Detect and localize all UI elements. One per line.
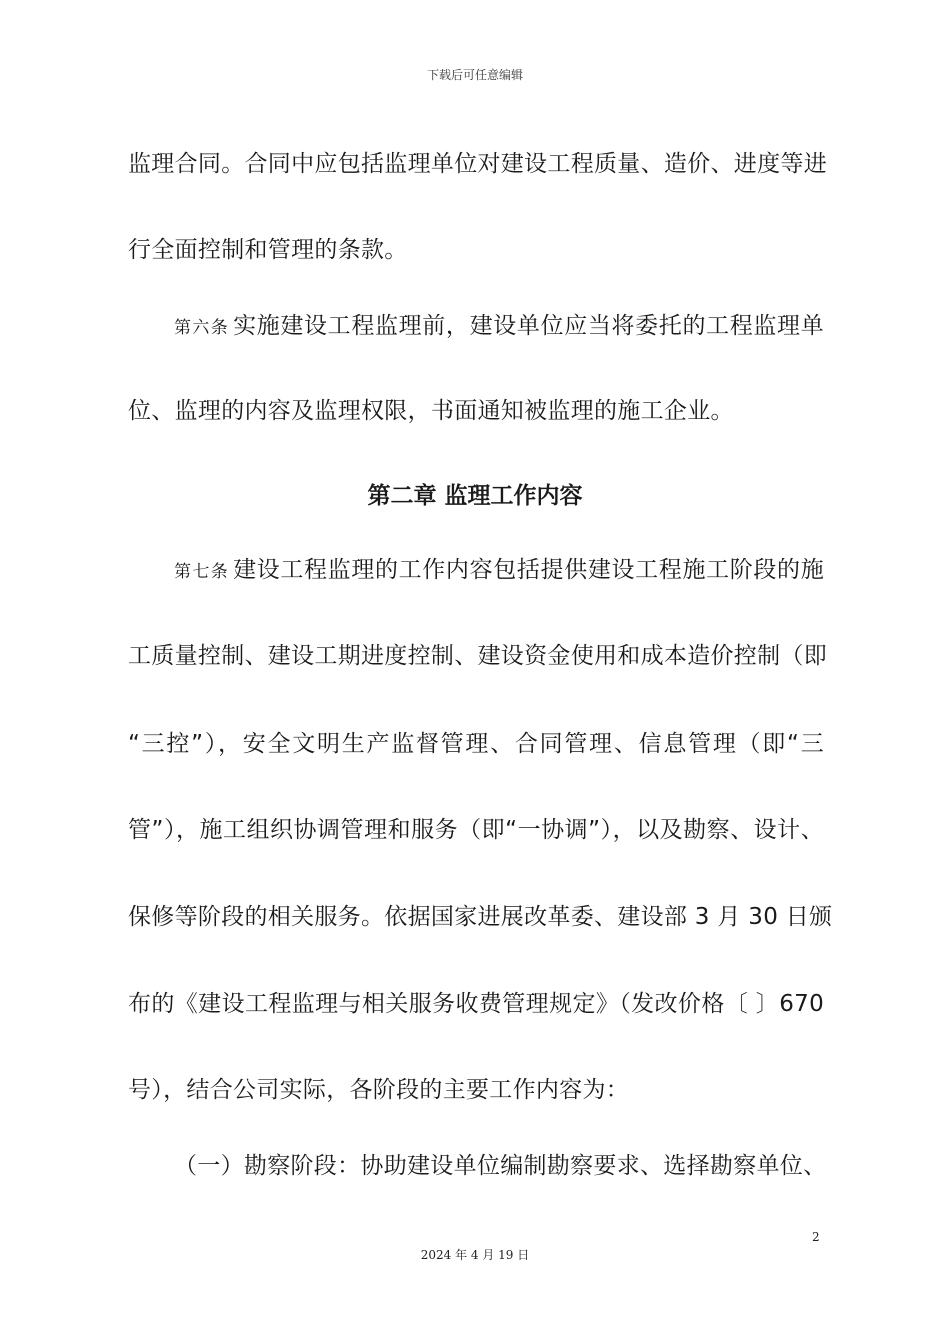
list-item-line: （一）勘察阶段：协助建设单位编制勘察要求、选择勘察单位、 xyxy=(174,1153,827,1179)
paragraph-line: 管”），施工组织协调管理和服务（即“一协调”），以及勘察、设计、 xyxy=(128,817,824,843)
paragraph-line: 行全面控制和管理的条款。 xyxy=(128,237,408,263)
paragraph-line: 保修等阶段的相关服务。依据国家进展改革委、建设部 3 月 30 日颁 xyxy=(128,904,833,930)
article-text: 建设工程监理的工作内容包括提供建设工程施工阶段的施 xyxy=(233,557,825,583)
page-header: 下载后可任意编辑 xyxy=(426,68,523,82)
page-number: 2 xyxy=(812,1230,820,1244)
article-text: 实施建设工程监理前，建设单位应当将委托的工程监理单 xyxy=(233,313,825,339)
paragraph-line: “三控”），安全文明生产监督管理、合同管理、信息管理（即“三 xyxy=(128,731,824,757)
paragraph-line: 号），结合公司实际，各阶段的主要工作内容为： xyxy=(128,1077,630,1103)
article-7-line xyxy=(128,555,824,587)
paragraph-line: 位、监理的内容及监理权限，书面通知被监理的施工企业。 xyxy=(128,398,734,424)
chapter-heading: 第二章 监理工作内容 xyxy=(367,483,583,509)
article-number: 第七条 xyxy=(174,562,230,582)
paragraph-line: 工质量控制、建设工期进度控制、建设资金使用和成本造价控制（即 xyxy=(128,643,827,669)
page-footer-date: 2024 年 4 月 19 日 xyxy=(420,1248,530,1262)
paragraph-line: 布的《建设工程监理与相关服务收费管理规定》（发改价格〔 〕670 xyxy=(128,991,824,1017)
paragraph-line: 监理合同。合同中应包括监理单位对建设工程质量、造价、进度等进 xyxy=(128,151,827,177)
article-6-line xyxy=(128,311,824,343)
article-number: 第六条 xyxy=(174,318,230,338)
